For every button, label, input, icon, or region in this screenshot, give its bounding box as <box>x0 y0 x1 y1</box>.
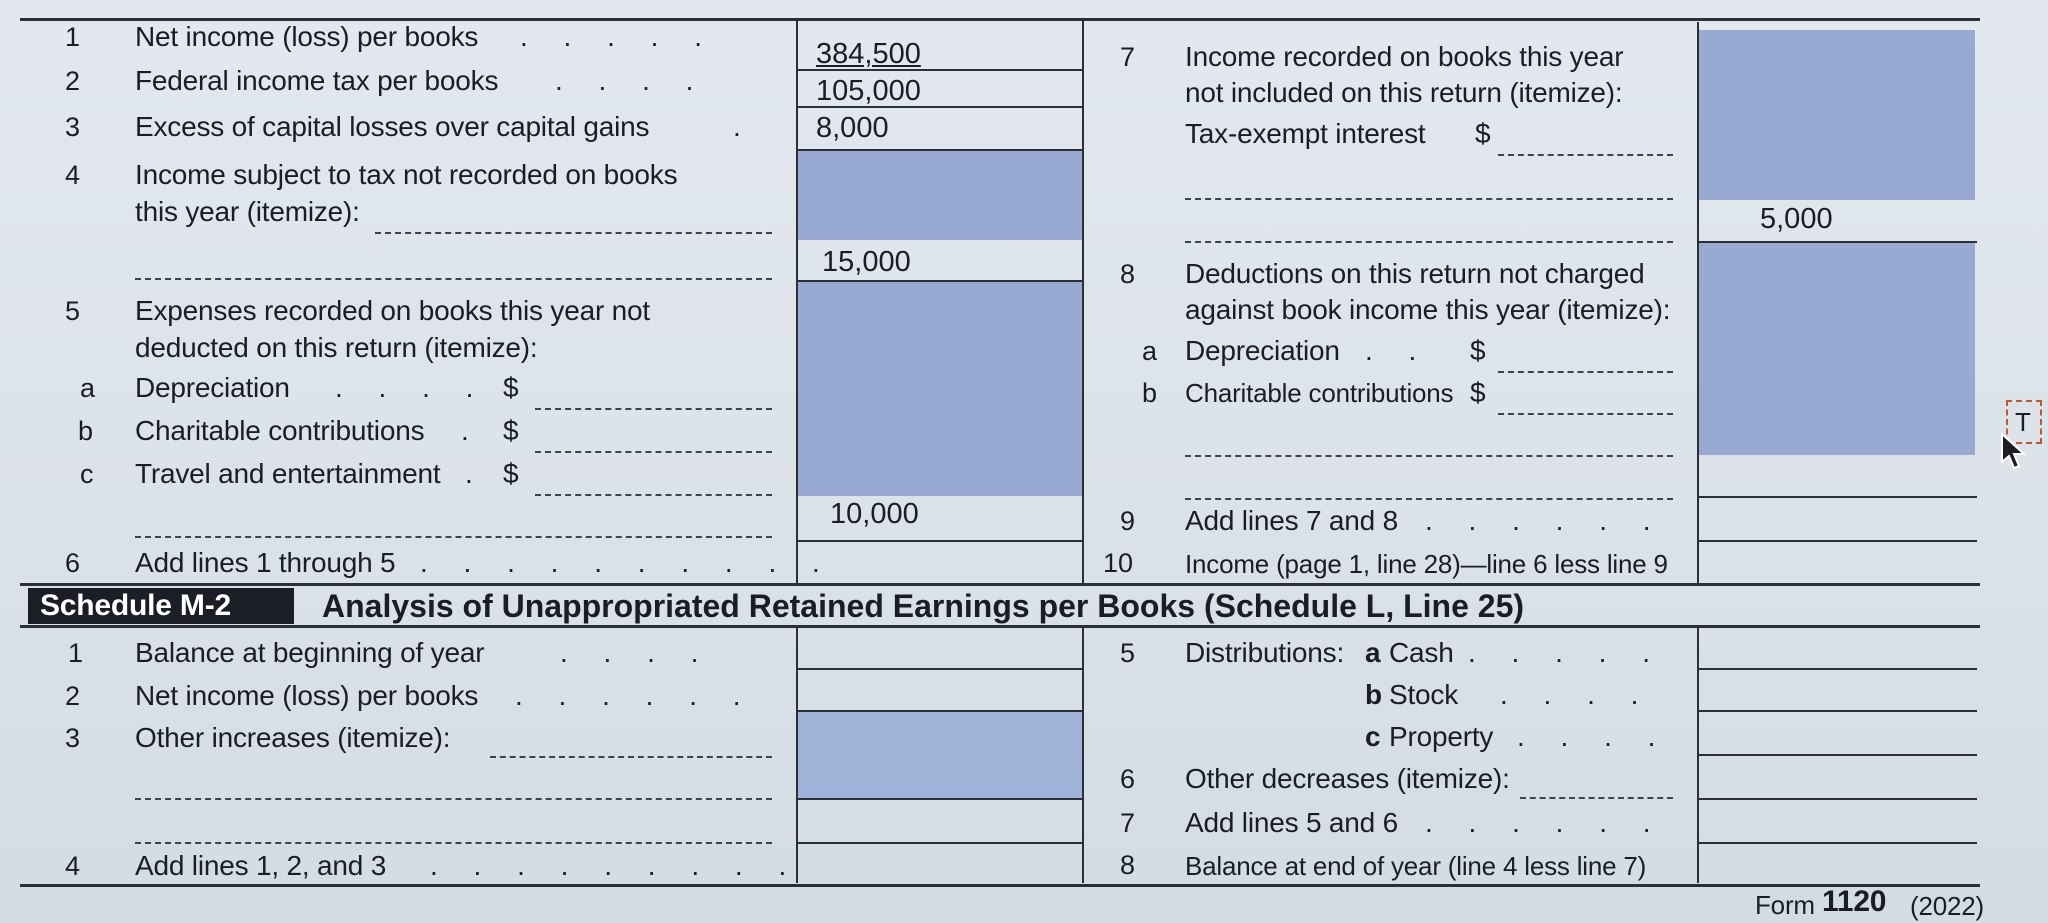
line-label-5: Expenses recorded on books this year not <box>135 295 650 326</box>
leader-dots: . . . . . . <box>1425 807 1665 838</box>
line7-input[interactable] <box>1498 154 1673 156</box>
line-label-9: Add lines 7 and 8 <box>1185 505 1398 536</box>
amount-line-3[interactable]: 8,000 <box>816 112 889 144</box>
line5-letter-c: c <box>80 459 94 489</box>
m2-line5-letter-a: a <box>1365 637 1381 668</box>
m2-line-label-6: Other decreases (itemize): <box>1185 763 1510 794</box>
leader-dots: . . . . <box>555 65 708 96</box>
rule-r7 <box>1697 241 1977 243</box>
rule-m2-rr1 <box>1697 668 1977 670</box>
leader-dots: . . . . . <box>520 21 717 52</box>
line-label-3: Excess of capital losses over capital gains <box>135 111 650 142</box>
leader-dots: . . . . <box>1517 721 1670 752</box>
line-label-4: Income subject to tax not recorded on books <box>135 159 678 190</box>
line-num-5: 5 <box>65 296 81 326</box>
line-label-7b: not included on this return (itemize): <box>1185 77 1623 108</box>
m2-tag-label: Schedule M-2 <box>40 589 231 622</box>
line8-dollar-b: $ <box>1470 377 1486 408</box>
m2-line-label-1: Balance at beginning of year <box>135 637 485 668</box>
rule-m2-rr5 <box>1697 842 1977 844</box>
line8-label-a: Depreciation <box>1185 335 1340 366</box>
m2-line-num-4: 4 <box>65 851 81 881</box>
line5-dollar-b: $ <box>503 415 519 446</box>
line-label-2: Federal income tax per books <box>135 65 499 96</box>
line8-input-b[interactable] <box>1498 413 1673 415</box>
m2-line5-letter-c: c <box>1365 721 1381 752</box>
leader-dots: . <box>461 415 483 446</box>
line8-letter-b: b <box>1142 378 1158 408</box>
leader-dots: . . . . . . . . . <box>430 850 801 881</box>
shaded-m2-line3 <box>797 711 1082 798</box>
line-num-1: 1 <box>65 22 81 52</box>
col-rule-2 <box>1082 18 1084 584</box>
line5-label-c: Travel and entertainment <box>135 458 441 489</box>
m2-line-label-8: Balance at end of year (line 4 less line 7) <box>1185 851 1647 881</box>
line5-input-c[interactable] <box>535 494 772 496</box>
amount-line-4[interactable]: 15,000 <box>822 246 911 278</box>
shaded-line5 <box>797 282 1082 496</box>
m2-line5-property: Property <box>1389 721 1494 752</box>
line-num-6: 6 <box>65 548 81 578</box>
itemize-line[interactable] <box>1185 455 1673 457</box>
rule-m2-rr4 <box>1697 798 1977 800</box>
line8-letter-a: a <box>1142 336 1158 366</box>
amount-line-1[interactable]: 384,500 <box>816 38 921 70</box>
m2-line-label-3: Other increases (itemize): <box>135 722 451 753</box>
itemize-line[interactable] <box>135 842 772 844</box>
m2-line-num-1: 1 <box>68 638 84 668</box>
line-7-dollar: $ <box>1475 118 1491 149</box>
m2-line-num-3: 3 <box>65 723 81 753</box>
m2-line-num-8: 8 <box>1120 850 1136 880</box>
rule-l4 <box>796 280 1083 282</box>
line8-input-a[interactable] <box>1498 371 1673 373</box>
m2-line-num-5: 5 <box>1120 638 1136 668</box>
leader-dots: . <box>465 458 487 489</box>
line-7-sub: Tax-exempt interest <box>1185 118 1426 149</box>
line5-letter-a: a <box>80 373 96 403</box>
col-rule-5 <box>1082 625 1084 883</box>
bottom-rule <box>20 884 1980 887</box>
line-num-8: 8 <box>1120 259 1136 289</box>
line-label-8: Deductions on this return not charged <box>1185 258 1645 289</box>
col-rule-3 <box>1697 22 1699 584</box>
m2-line-label-5: Distributions: <box>1185 637 1345 668</box>
itemize-line[interactable] <box>1520 797 1673 799</box>
rule-l5 <box>796 540 1083 542</box>
footer-form-label: Form <box>1755 890 1815 920</box>
line-label-4b: this year (itemize): <box>135 196 360 227</box>
leader-dots: . . . . <box>560 637 713 668</box>
rule-m2-rr2 <box>1697 710 1977 712</box>
itemize-line[interactable] <box>490 756 772 758</box>
m2-line-num-6: 6 <box>1120 764 1136 794</box>
line5-input-a[interactable] <box>535 408 772 410</box>
line5-dollar-c: $ <box>503 458 519 489</box>
rule-m2-top <box>20 625 1980 628</box>
line-num-9: 9 <box>1120 506 1136 536</box>
amount-line-5[interactable]: 10,000 <box>830 498 919 530</box>
itemize-line[interactable] <box>135 536 772 538</box>
m2-title: Analysis of Unappropriated Retained Earnings per Books (Schedule L, Line 25) <box>322 588 1525 624</box>
m2-line5-stock: Stock <box>1389 679 1459 710</box>
col-rule-1 <box>796 18 798 584</box>
line-num-10: 10 <box>1103 548 1134 578</box>
line-label-7: Income recorded on books this year <box>1185 41 1624 72</box>
leader-dots: . . . . <box>335 372 488 403</box>
m2-line-num-2: 2 <box>65 681 81 711</box>
leader-dots: . . . . <box>1500 679 1653 710</box>
itemize-line[interactable] <box>135 798 772 800</box>
rule-r9 <box>1697 540 1977 542</box>
line-label-1: Net income (loss) per books <box>135 21 479 52</box>
amount-line-2[interactable]: 105,000 <box>816 75 921 107</box>
line-num-2: 2 <box>65 66 81 96</box>
rule-m2-r4 <box>796 842 1083 844</box>
line5-label-a: Depreciation <box>135 372 290 403</box>
line5-dollar-a: $ <box>503 372 519 403</box>
rule-m2-r2 <box>796 710 1083 712</box>
rule-m2-r1 <box>796 668 1083 670</box>
leader-dots: . <box>733 111 755 142</box>
line5-letter-b: b <box>78 416 94 446</box>
line-num-4: 4 <box>65 160 81 190</box>
leader-dots: . . . . . . <box>1425 505 1665 536</box>
cursor-arrow-icon <box>2000 432 2030 472</box>
shaded-line7 <box>1698 30 1975 200</box>
m2-line5-letter-b: b <box>1365 679 1382 710</box>
itemize-line[interactable] <box>1185 241 1673 243</box>
itemize-line[interactable] <box>135 278 772 280</box>
rule-l3 <box>796 149 1083 151</box>
line-num-3: 3 <box>65 112 81 142</box>
line8-dollar-a: $ <box>1470 335 1486 366</box>
amount-line-7[interactable]: 5,000 <box>1760 203 1833 235</box>
line8-label-b: Charitable contributions <box>1185 378 1454 408</box>
line-label-6: Add lines 1 through 5 <box>135 547 396 578</box>
m2-line5-cash: Cash <box>1389 637 1454 668</box>
m2-line-label-4: Add lines 1, 2, and 3 <box>135 850 387 881</box>
text-tool-label: T <box>2015 407 2031 437</box>
rule-m2-r3 <box>796 798 1083 800</box>
col-rule-4 <box>796 625 798 883</box>
shaded-line8 <box>1698 243 1975 455</box>
shaded-line4 <box>797 150 1082 240</box>
footer-form-number: 1120 <box>1822 885 1887 918</box>
line5-label-b: Charitable contributions <box>135 415 425 446</box>
leader-dots: . . <box>1365 335 1431 366</box>
leader-dots: . . . . . . . . . . <box>420 547 834 578</box>
rule-m1-bottom <box>20 583 1980 586</box>
m2-line-label-7: Add lines 5 and 6 <box>1185 807 1398 838</box>
rule-r8 <box>1697 496 1977 498</box>
itemize-line[interactable] <box>1185 498 1673 500</box>
rule-m2-rr3 <box>1697 754 1977 756</box>
leader-dots: . . . . . <box>1468 637 1665 668</box>
m2-line-num-7: 7 <box>1120 808 1136 838</box>
itemize-line[interactable] <box>1185 198 1673 200</box>
m2-line-label-2: Net income (loss) per books <box>135 680 479 711</box>
line-label-5b: deducted on this return (itemize): <box>135 332 538 363</box>
line-num-7: 7 <box>1120 42 1136 72</box>
leader-dots: . . . . . . <box>515 680 755 711</box>
line-label-10: Income (page 1, line 28)—line 6 less line 9 <box>1185 549 1668 579</box>
line-label-8b: against book income this year (itemize): <box>1185 294 1671 325</box>
line5-input-b[interactable] <box>535 451 772 453</box>
footer-form-year: (2022) <box>1910 891 1984 921</box>
itemize-line[interactable] <box>375 232 772 234</box>
